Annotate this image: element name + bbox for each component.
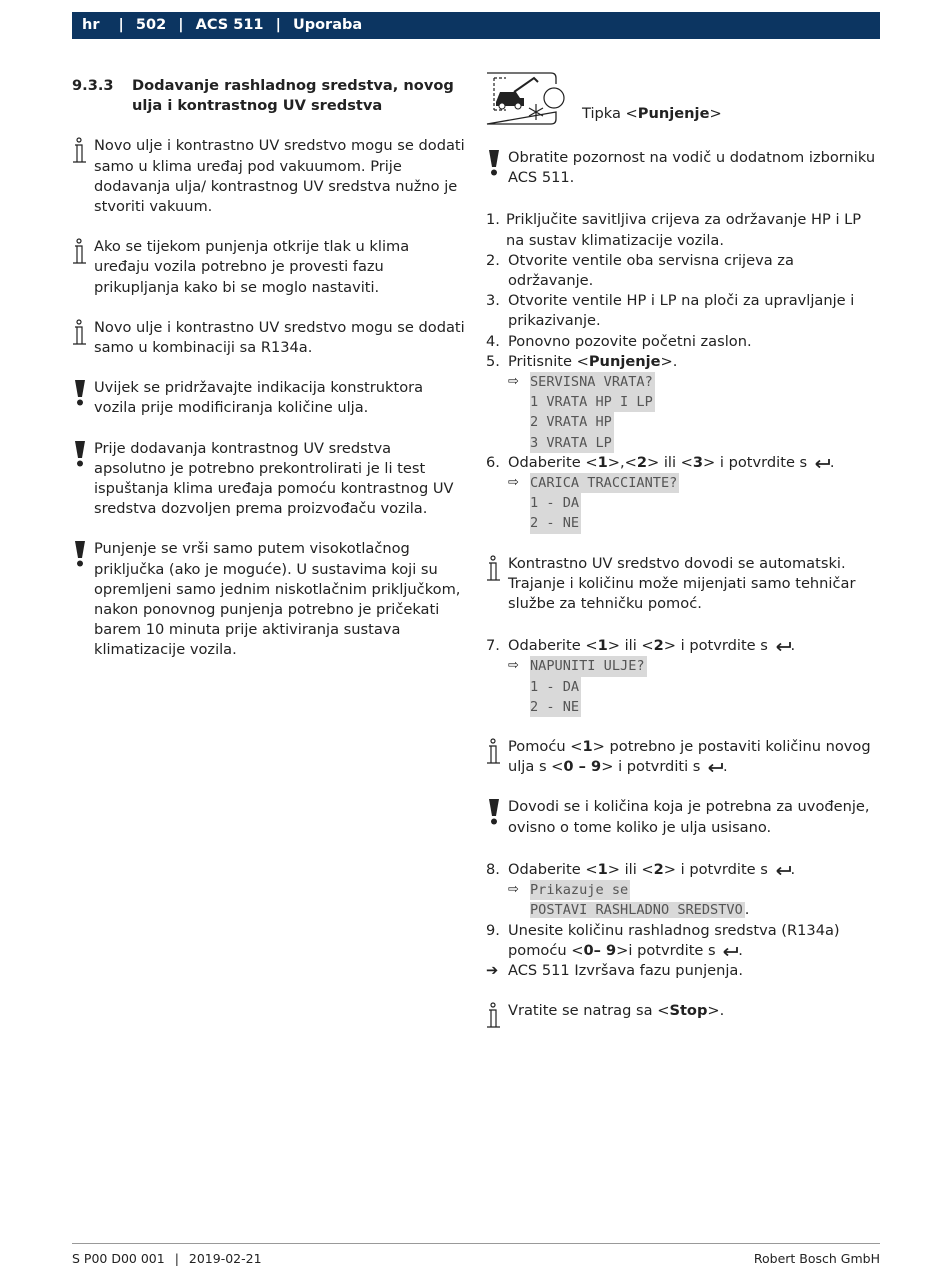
header-separator: | [118,17,124,33]
note-text: Novo ulje i kontrastno UV sredstvo mogu se dodati samo u klima uređaj pod vakuumom. Prije dodavanja ulja/ kontrastnog UV sredstva nužno je stvoriti vakuum. [94,137,465,216]
step: 1. Priključite savitljiva crijeva za održavanje HP i LP na sustav klimatizacije vozila. [486,211,862,249]
note-text: Pomoću <1> potrebno je postaviti količinu novog ulja s <0 – 9> i potvrditi s . [508,738,871,776]
footer-divider [72,1243,880,1244]
footer-doc-number: S P00 D00 001 [72,1251,165,1266]
result-arrow-icon: ⇨ [508,658,519,674]
exclamation-icon [72,540,88,568]
exclamation-icon [72,379,88,407]
step: 2. Otvorite ventile oba servisna crijeva za održavanje. [486,251,794,290]
display-text: SERVISNA VRATA? 1 VRATA HP I LP 2 VRATA HP 3 VRATA LP [530,372,655,453]
warning-note [72,378,467,418]
note-text: Ako se tijekom punjenja otkrije tlak u klima uređaju vozila potrebno je provesti fazu prikupljanja kako bi se moglo nastaviti. [94,238,410,296]
page-header [72,12,880,39]
display-result [486,473,882,534]
header-lang: hr [82,17,100,33]
charge-key-icon [486,72,568,126]
warning-note [72,539,467,660]
note-text: Obratite pozornost na vodič u dodatnom izborniku ACS 511. [508,149,876,187]
info-note [72,318,467,358]
info-icon [486,555,504,583]
result-arrow-icon: ➔ [486,961,499,979]
info-icon [486,738,504,766]
enter-key-icon [812,458,830,468]
info-note [72,136,467,217]
section-title: Dodavanje rashladnog sredstva, novog ulja i kontrastnog UV sredstva [132,77,454,115]
display-result [486,880,882,920]
step: 8. Odaberite <1> ili <2> i potvrdite s . [486,860,796,878]
note-text: Punjenje se vrši samo putem visokotlačnog priključka (ako je moguće). U sustavima koji su opremljeni samo jednim niskotlačnim priključkom, nakon ponovnog punjenja potrebno je pričekati barem 10 minuta prije aktiviranja sustava klimatizacije vozila. [94,540,461,659]
right-column [486,72,882,1041]
enter-key-icon [773,641,791,651]
info-note [72,237,467,298]
header-section: Uporaba [292,17,363,33]
note-text: Dovodi se i količina koja je potrebna za uvođenje, ovisno o tome koliko je ulja usisano. [508,798,870,836]
info-icon [486,1002,504,1030]
charge-key-label: Tipka <Punjenje> [582,104,722,122]
enter-key-icon [720,946,738,956]
info-note [486,737,882,777]
info-note [486,554,882,615]
charge-key-row [486,72,882,126]
warning-note [72,439,467,520]
footer-company: Robert Bosch GmbH [753,1251,880,1266]
left-column [72,76,467,681]
header-page-number: 502 [135,17,167,33]
display-result [486,656,882,717]
step: 4. Ponovno pozovite početni zaslon. [486,332,752,350]
exclamation-icon [72,440,88,468]
section-heading [72,76,467,116]
exclamation-icon [486,798,502,826]
enter-key-icon [705,762,723,772]
step: 7. Odaberite <1> ili <2> i potvrdite s . [486,637,796,655]
result-arrow-icon: ⇨ [508,882,519,898]
display-result [486,372,882,453]
display-text: Prikazuje se POSTAVI RASHLADNO SREDSTVO . [530,882,750,919]
note-text: Vratite se natrag sa <Stop>. [508,1002,725,1020]
note-text: Uvijek se pridržavajte indikacija konstruktora vozila prije modificiranja količine ulja. [94,379,424,417]
info-note [486,1001,882,1021]
note-text: Kontrastno UV sredstvo dovodi se automatski. Trajanje i količinu može mijenjati samo tehničar službe za tehničku pomoć. [508,554,856,613]
enter-key-icon [773,865,791,875]
step: 6. Odaberite <1>,<2> ili <3> i potvrdite s . [486,453,835,471]
info-icon [72,137,90,165]
header-separator: | [275,17,281,33]
result-arrow-icon: ⇨ [508,374,519,390]
display-text: NAPUNITI ULJE? 1 - DA 2 - NE [530,656,647,717]
warning-note [486,797,882,837]
header-model: ACS 511 [195,17,264,33]
note-text: Prije dodavanja kontrastnog UV sredstva apsolutno je potrebno prekontrolirati je li test ispuštanja klima uređaja pomoću kontrastnog UV sredstva dozvoljen prema proizvođaču vozila. [94,439,454,518]
footer-date: 2019-02-21 [188,1251,262,1266]
step: 3. Otvorite ventile HP i LP na ploči za upravljanje i prikazivanje. [486,292,855,330]
step: 5. Pritisnite <Punjenje>. [486,352,678,370]
result-line: ➔ ACS 511 Izvršava fazu punjenja. [486,961,882,981]
header-separator: | [178,17,184,33]
note-text: Novo ulje i kontrastno UV sredstvo mogu se dodati samo u kombinaciji sa R134a. [94,318,465,357]
footer-doc-info: S P00 D00 001 | 2019-02-21 [72,1251,262,1266]
display-text: CARICA TRACCIANTE? 1 - DA 2 - NE [530,473,679,534]
charge-key-name: Punjenje [637,104,710,122]
info-icon [72,319,90,347]
info-icon [72,238,90,266]
section-number: 9.3.3 [72,77,114,94]
exclamation-icon [486,149,502,177]
step: 9. Unesite količinu rashladnog sredstva (R134a) pomoću <0– 9>i potvrdite s . [486,921,840,959]
warning-note [486,148,882,188]
result-arrow-icon: ⇨ [508,475,519,491]
